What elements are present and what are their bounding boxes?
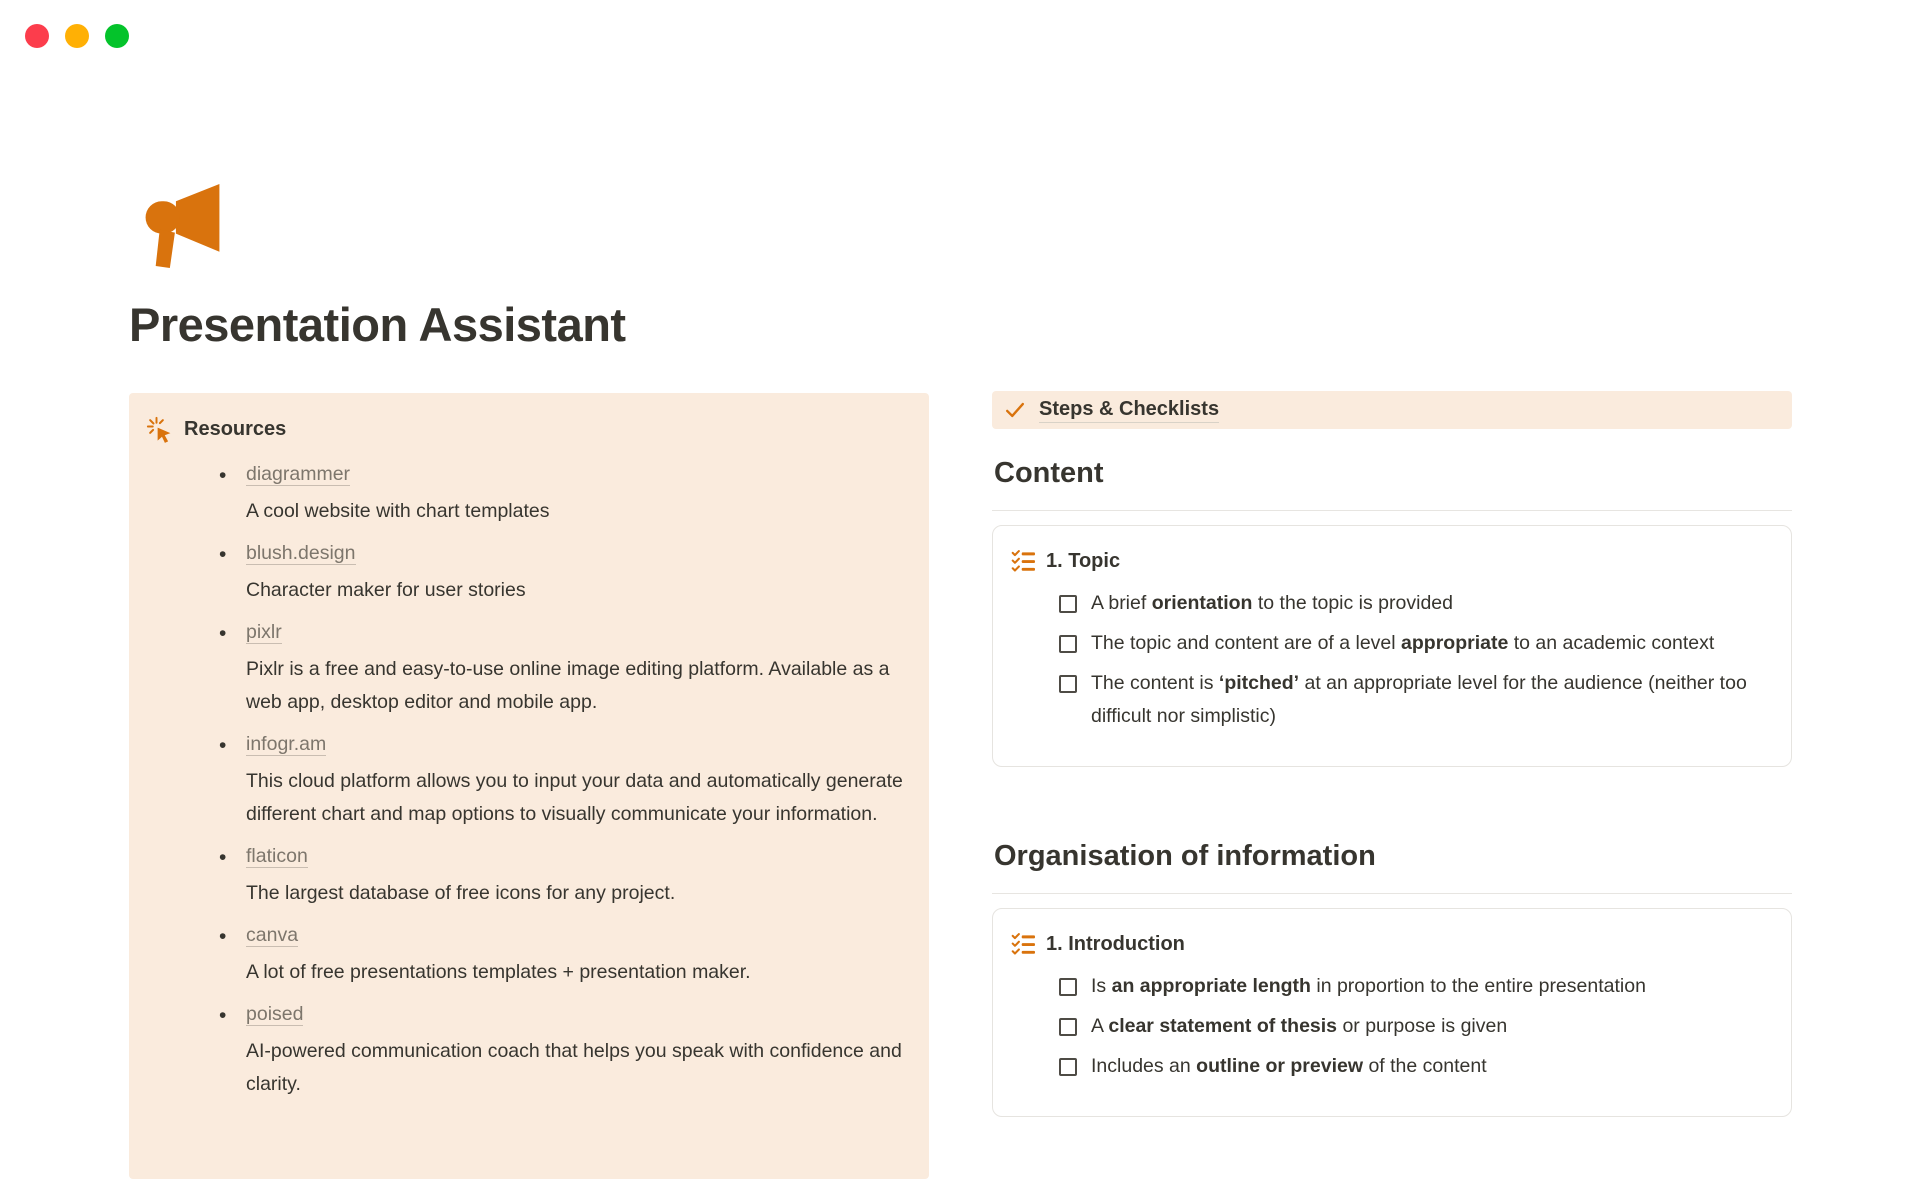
resources-title: Resources [184,418,287,440]
window-controls [25,24,129,48]
checklist-section [992,457,1792,767]
checklist-sections [992,457,1792,1117]
section-divider [992,893,1792,894]
cursor-click-icon [146,416,173,443]
checklist-title: 1. Introduction [1046,932,1185,955]
resource-description: A cool website with chart templates [246,500,550,522]
checkbox[interactable] [1059,1018,1077,1036]
bullet-marker: • [219,734,227,757]
resources-list [146,458,909,1101]
page-title: Presentation Assistant [129,298,626,351]
section-heading: Organisation of information [994,840,1376,872]
checklist-item [1059,587,1767,620]
checklist-item [1059,667,1767,733]
resource-item [219,537,909,607]
resource-description: This cloud platform allows you to input your data and automatically generate different chart and map options to visually communicate your information. [246,770,903,825]
resource-item [219,998,909,1101]
checklist-card [992,525,1792,767]
checklist-card-header [1011,932,1767,956]
checklist-item [1059,1010,1767,1043]
checklist-icon [1011,549,1035,573]
resource-link[interactable]: blush.design [246,542,356,564]
check-icon [1004,399,1026,421]
minimize-window-button[interactable] [65,24,89,48]
steps-checklists-link[interactable]: Steps & Checklists [1039,398,1219,423]
resources-header [146,416,909,443]
resource-link[interactable]: pixlr [246,621,282,643]
checklist-item [1059,1050,1767,1083]
checklist-title: 1. Topic [1046,549,1121,572]
bullet-marker: • [219,925,227,948]
checkbox[interactable] [1059,635,1077,653]
checklist-item-text: A brief orientation to the topic is provided [1091,592,1453,614]
resource-description: A lot of free presentations templates + presentation maker. [246,961,751,983]
bullet-marker: • [219,1004,227,1027]
resource-item [219,919,909,989]
resource-description: Pixlr is a free and easy-to-use online image editing platform. Available as a web app, desktop editor and mobile app. [246,658,890,713]
resource-item [219,616,909,719]
checklist-item-text: A clear statement of thesis or purpose is given [1091,1015,1508,1037]
resources-panel [129,393,929,1179]
close-window-button[interactable] [25,24,49,48]
steps-checklists-banner[interactable] [992,391,1792,429]
checklist-item [1059,970,1767,1003]
resource-item [219,728,909,831]
bullet-marker: • [219,846,227,869]
checklist-item-text: Includes an outline or preview of the content [1091,1055,1487,1077]
checklist-card-header [1011,549,1767,573]
checklist-card [992,908,1792,1117]
section-divider [992,510,1792,511]
checklist-icon [1011,932,1035,956]
checkbox[interactable] [1059,978,1077,996]
bullet-marker: • [219,464,227,487]
megaphone-icon[interactable] [145,181,221,269]
section-heading: Content [994,457,1104,489]
checkbox[interactable] [1059,595,1077,613]
checklist-item-text: The topic and content are of a level appropriate to an academic context [1091,632,1715,654]
checkbox[interactable] [1059,675,1077,693]
checklist-items [1059,970,1767,1083]
resource-link[interactable]: infogr.am [246,733,327,755]
resource-item [219,458,909,528]
checkbox[interactable] [1059,1058,1077,1076]
checklists-column [992,391,1792,1117]
resource-description: Character maker for user stories [246,579,526,601]
checklist-item-text: The content is ‘pitched’ at an appropriate level for the audience (neither too difficult nor simplistic) [1091,672,1747,727]
bullet-marker: • [219,622,227,645]
resource-link[interactable]: poised [246,1003,304,1025]
checklist-item [1059,627,1767,660]
resource-description: The largest database of free icons for any project. [246,882,676,904]
resource-description: AI-powered communication coach that helps you speak with confidence and clarity. [246,1040,902,1095]
resource-link[interactable]: diagrammer [246,463,351,485]
zoom-window-button[interactable] [105,24,129,48]
checklist-section [992,840,1792,1117]
checklist-item-text: Is an appropriate length in proportion to the entire presentation [1091,975,1646,997]
resource-item [219,840,909,910]
resource-link[interactable]: canva [246,924,299,946]
bullet-marker: • [219,543,227,566]
resource-link[interactable]: flaticon [246,845,308,867]
checklist-items [1059,587,1767,733]
